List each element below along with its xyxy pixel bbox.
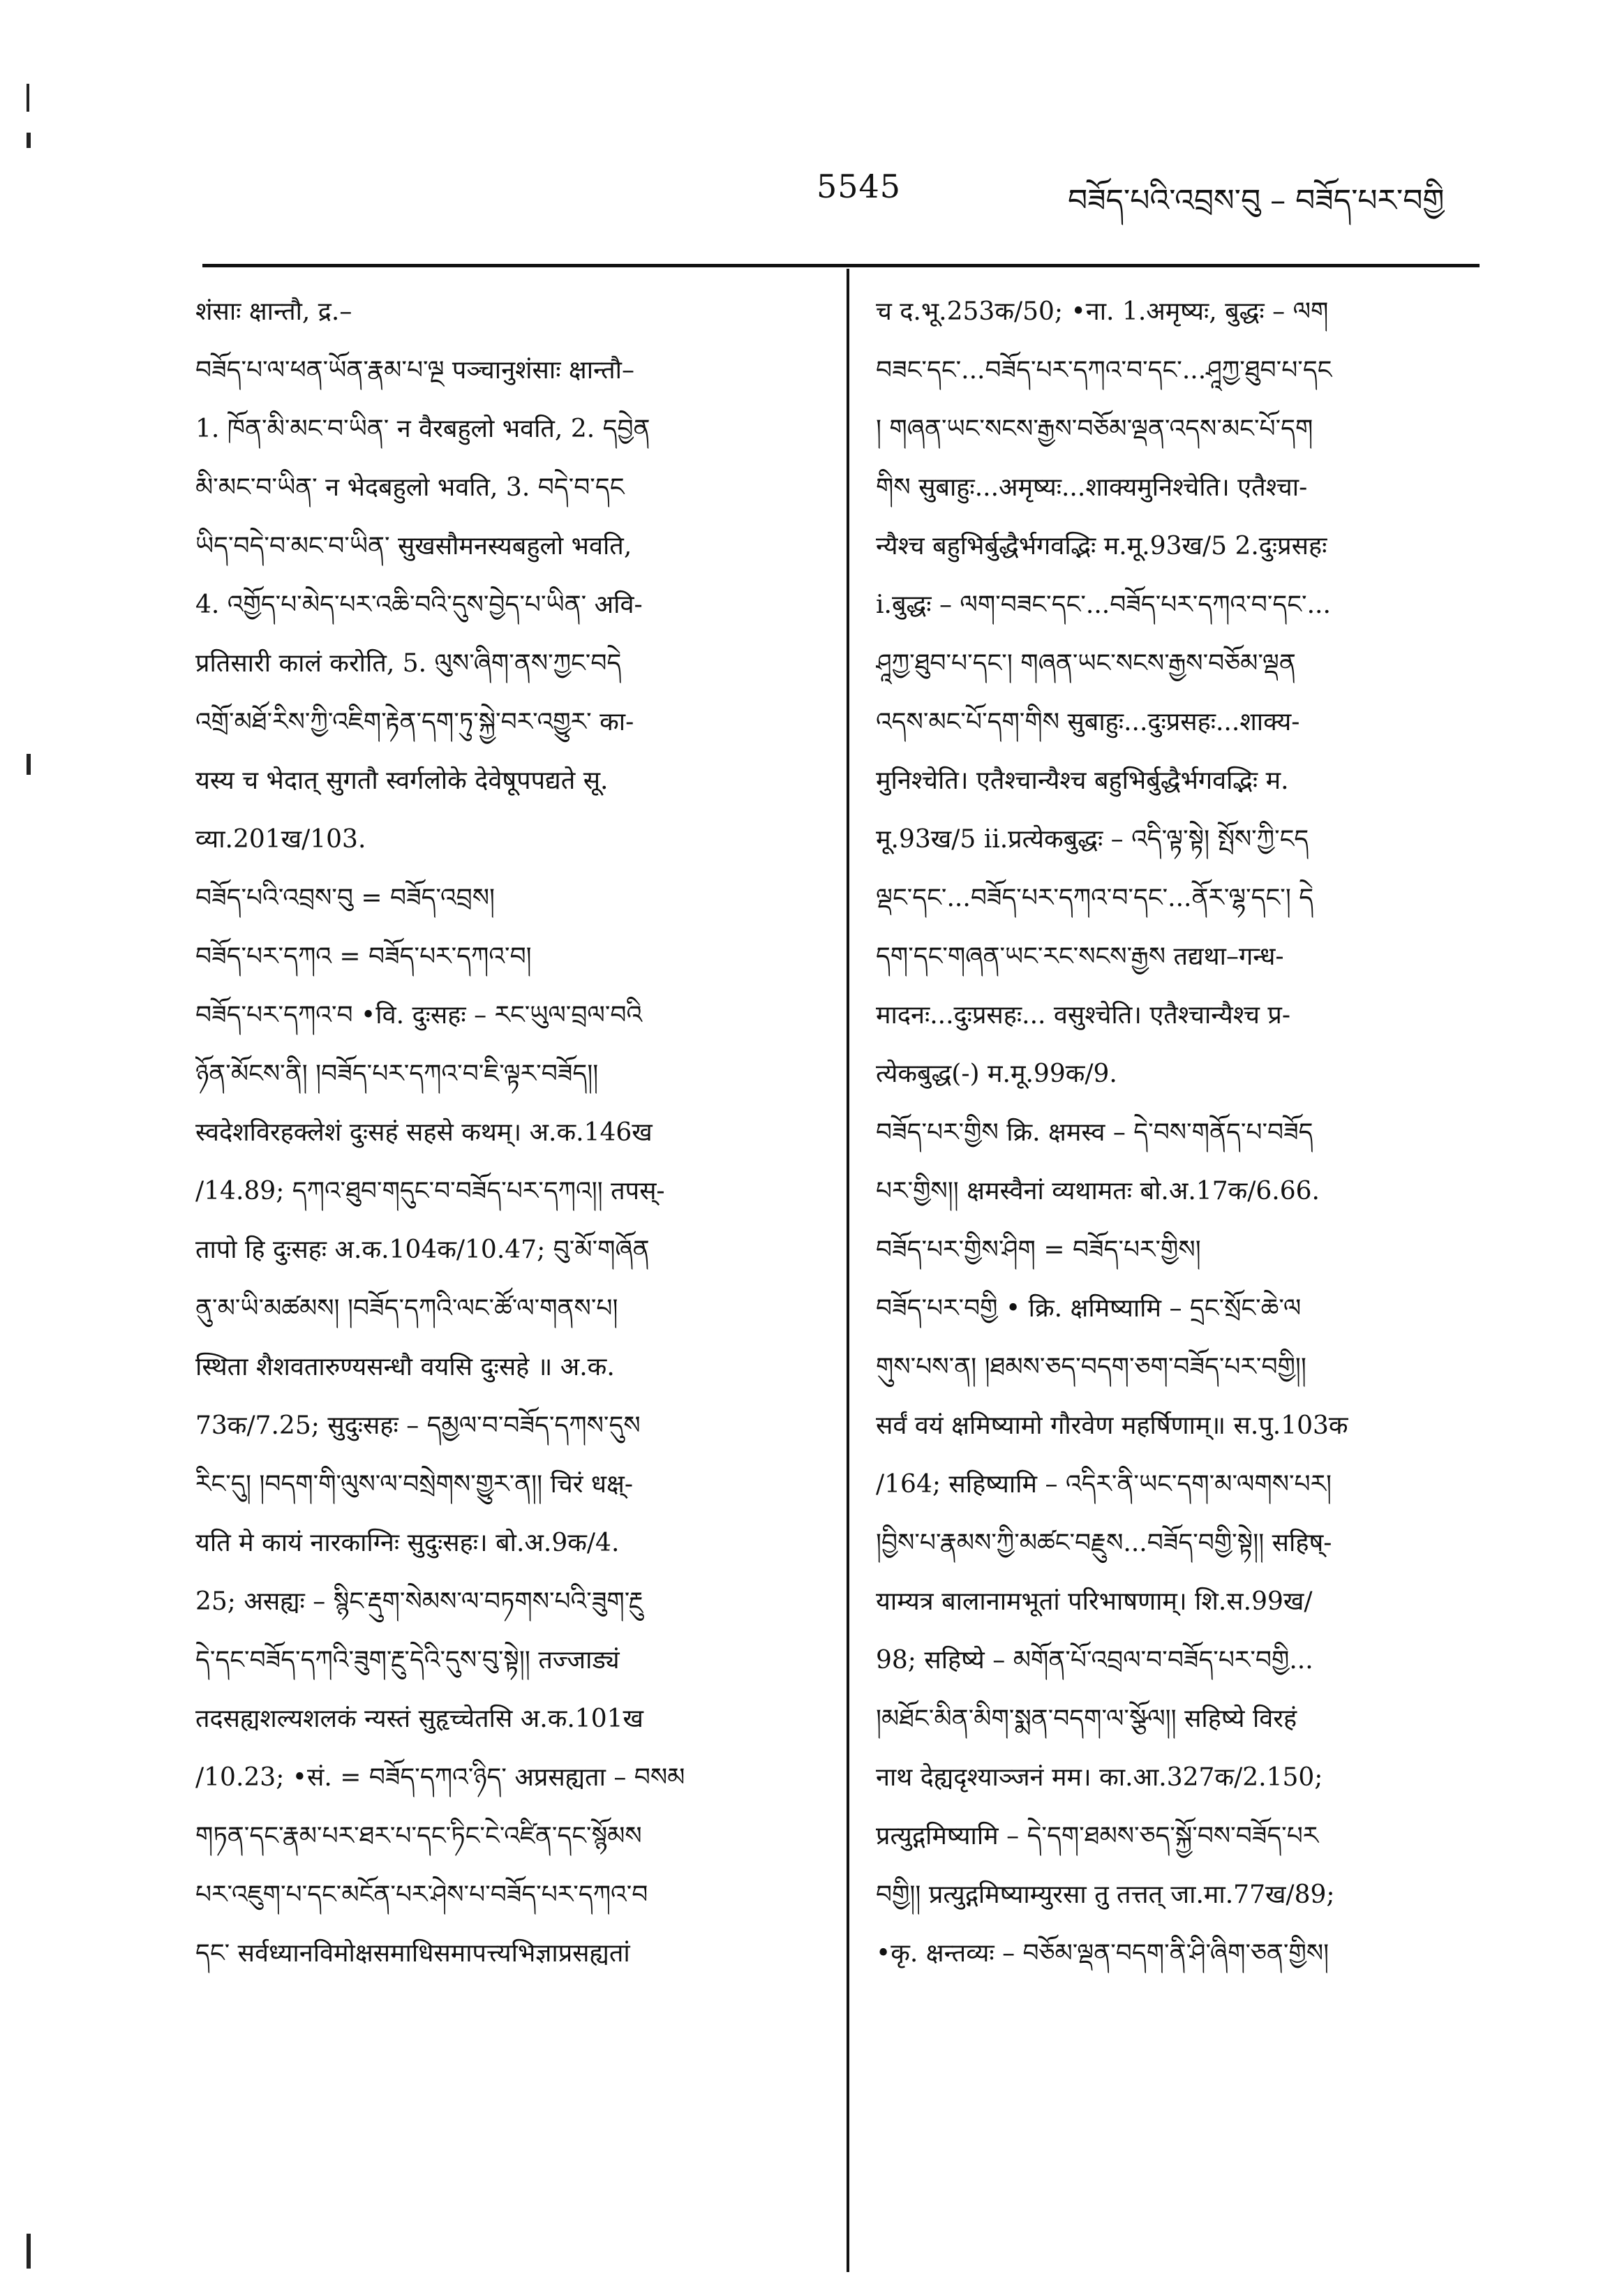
text-line: བཟང་དང་...བཟོད་པར་དཀའ་བ་དང་...ཤཱཀྱ་ཐུབ་པ་དང <box>876 356 1332 385</box>
text-line: པར་གྱིས།། क्षमस्वैनां व्यथामतः बो.अ.17क/6.66. <box>876 1177 1320 1205</box>
running-header: བཟོད་པའི་འབྲས་བུ – བཟོད་པར་བགྱི <box>1068 183 1445 218</box>
scan-margin-mark <box>27 2234 31 2269</box>
text-line: •कृ. क्षन्तव्यः – བཅོམ་ལྡན་བདག་ནི་ཤི་ཞིག་ཅན་གྱིས། <box>876 1939 1329 1968</box>
text-line: དག་དང་གཞན་ཡང་རང་སངས་རྒྱས तद्यथा–गन्ध- <box>876 942 1284 971</box>
text-line: 98; सहिष्ये – མགོན་པོ་འབྲལ་བ་བཟོད་པར་བགྱི... <box>876 1646 1313 1675</box>
text-line: བཟོད་པ་ལ་ཕན་ཡོན་རྣམ་པ་ལྔ पञ्चानुशंसाः क्षान्तौ– <box>195 356 634 385</box>
text-line: तापो हि दुःसहः अ.क.104क/10.47; བུ་མོ་གཞོན <box>195 1235 650 1264</box>
text-line: यस्य च भेदात् सुगतौ स्वर्गलोके देवेषूपपद्यते सू. <box>195 766 609 795</box>
text-line: यति मे कायं नारकाग्निः सुदुःसहः। बो.अ.9क/4. <box>195 1529 620 1557</box>
scan-margin-mark <box>27 84 29 112</box>
text-line: 1. ཁོན་མི་མང་བ་ཡིན་ न वैरबहुलो भवति, 2. དབྱེན <box>195 415 650 443</box>
text-line: ། གཞན་ཡང་སངས་རྒྱས་བཅོམ་ལྡན་འདས་མང་པོ་དག <box>876 415 1313 443</box>
text-line: मुनिश्चेति। एतैश्चान्यैश्च बहुभिर्बुद्धैर्भगवद्भिः म. <box>876 766 1289 795</box>
text-line: གཏན་དང་རྣམ་པར་ཐར་པ་དང་ཏིང་ངེ་འཛིན་དང་སྙོམས <box>195 1822 642 1850</box>
text-line: ཉོན་མོངས་ནི། །བཟོད་པར་དཀའ་བ་ཇི་ལྟར་བཟོད།། <box>195 1060 599 1088</box>
text-line: मादनः...दुःप्रसहः... वसुश्चेति। एतैश्चान्यैश्च प्र- <box>876 1001 1291 1030</box>
text-line: བགྱི།། प्रत्युद्गमिष्याम्युरसा तु तत्तत् जा.मा.77ख/89; <box>876 1880 1335 1909</box>
text-line: नाथ देह्यदृश्याञ्जनं मम। का.आ.327क/2.150; <box>876 1763 1323 1792</box>
text-line: བཟོད་པར་གྱིས་ཤིག = བཟོད་པར་གྱིས། <box>876 1235 1201 1264</box>
text-line: གུས་པས་ན། །ཐམས་ཅད་བདག་ཅག་བཟོད་པར་བགྱི།། <box>876 1353 1306 1381</box>
text-line: व्या.201ख/103. <box>195 825 366 854</box>
text-line: བཟོད་པའི་འབྲས་བུ = བཟོད་འབྲས། <box>195 884 496 912</box>
text-line: ནུ་མ་ཡི་མཚམས། །བཟོད་དཀའི་ལང་ཚོ་ལ་གནས་པ། <box>195 1294 618 1323</box>
text-line: མི་མང་བ་ཡིན་ न भेदबहुलो भवति, 3. བདེ་བ་དང <box>195 473 625 502</box>
text-line: དེ་དང་བཟོད་དཀའི་ཟུག་རྔུ་དེའི་དུས་བུ་སྟེ།། तज्जाड्यं <box>195 1646 620 1675</box>
header-rule <box>202 264 1480 267</box>
text-line: याम्यत्र बालानामभूतां परिभाषणाम्। शि.स.99ख/ <box>876 1587 1313 1616</box>
text-line: ལྡང་དང་...བཟོད་པར་དཀའ་བ་དང་...ནོར་ལྷ་དང་། དེ <box>876 884 1314 912</box>
column-divider <box>847 269 849 2272</box>
text-line: ཤཱཀྱ་ཐུབ་པ་དང་། གཞན་ཡང་སངས་རྒྱས་བཅོམ་ལྡན <box>876 649 1296 678</box>
text-line: ཡིད་བདེ་བ་མང་བ་ཡིན་ सुखसौमनस्यबहुलो भवति, <box>195 532 632 561</box>
text-line: འདས་མང་པོ་དག་གིས सुबाहुः...दुःप्रसहः...शाक्य- <box>876 708 1300 736</box>
text-line: स्थिता शैशवतारुण्यसन्धौ वयसि दुःसहे ॥ अ.क. <box>195 1353 615 1381</box>
text-line: འགྲོ་མཐོ་རིས་ཀྱི་འཇིག་རྟེན་དག་ཏུ་སྐྱེ་བར་འགྱུར་ का- <box>195 708 634 736</box>
text-line: 73क/7.25; सुदुःसहः – དམྱལ་བ་བཟོད་དཀས་དུས <box>195 1411 641 1440</box>
text-line: सर्वं वयं क्षमिष्यामो गौरवेण महर्षिणाम्॥ स.पु.103क <box>876 1411 1348 1440</box>
text-line: དང་ सर्वध्यानविमोक्षसमाधिसमापत्त्यभिज्ञाप्रसह्यतां <box>195 1939 630 1968</box>
text-line: /10.23; •सं. = བཟོད་དཀའ་ཉིད་ अप्रसह्यता – བསམ <box>195 1763 685 1792</box>
text-line: རིང་དུ། །བདག་གི་ལུས་ལ་བསྲེགས་གྱུར་ན།། चिरं धक्ष्- <box>195 1470 634 1499</box>
scan-margin-mark <box>27 133 31 148</box>
text-line: मू.93ख/5 ii.प्रत्येकबुद्धः – འདི་ལྟ་སྟེ། སྤོས་ཀྱི་ངད <box>876 825 1309 854</box>
right-column <box>876 283 1480 1983</box>
text-line: བཟོད་པར་དཀའ = བཟོད་པར་དཀའ་བ། <box>195 942 532 971</box>
text-line: /164; सहिष्यामि – འདིར་ནི་ཡང་དག་མ་ལགས་པར། <box>876 1470 1332 1499</box>
text-line: གིས सुबाहुः...अमृष्यः...शाक्यमुनिश्चेति। एतैश्चा- <box>876 473 1308 502</box>
page-number: 5545 <box>817 168 902 205</box>
text-line: स्वदेशविरहक्लेशं दुःसहं सहसे कथम्। अ.क.146ख <box>195 1118 653 1147</box>
text-line: བཟོད་པར་གྱིས क्रि. क्षमस्व – དེ་བས་གནོད་པ་བཟོད <box>876 1118 1313 1147</box>
text-line: /14.89; དཀའ་ཐུབ་གདུང་བ་བཟོད་པར་དཀའ།། तपस्- <box>195 1177 665 1205</box>
text-line: 4. འགྱོད་པ་མེད་པར་འཆི་བའི་དུས་བྱེད་པ་ཡིན་ अवि- <box>195 591 643 619</box>
text-line: न्यैश्च बहुभिर्बुद्धैर्भगवद्भिः म.मू.93ख/5 2.दुःप्रसहः <box>876 532 1327 561</box>
text-line: च द.भू.253क/50; •ना. 1.अमृष्यः, बुद्धः – ལག <box>876 297 1329 326</box>
text-line: །བྱིས་པ་རྣམས་ཀྱི་མཚང་བརྗུས...བཟོད་བགྱི་སྟེ།། सहिष्- <box>876 1529 1332 1557</box>
text-line: प्रत्युद्गमिष्यामि – དེ་དག་ཐམས་ཅད་སྐྱོ་བས་བཟོད་པར <box>876 1822 1319 1850</box>
text-line: །མཐོང་མིན་མིག་སྨན་བདག་ལ་སྩོལ།། सहिष्ये विरहं <box>876 1705 1297 1733</box>
scan-margin-mark <box>27 754 31 775</box>
text-line: त्येकबुद्ध(-) म.मू.99क/9. <box>876 1060 1117 1088</box>
text-line: བཟོད་པར་བགྱི • क्रि. क्षमिष्यामि – དྲང་སྲོང་ཆེ་ལ <box>876 1294 1302 1323</box>
text-line: तदसह्यशल्यशलकं न्यस्तं सुहृच्चेतसि अ.क.101ख <box>195 1705 643 1733</box>
text-line: བཟོད་པར་དཀའ་བ •वि. दुःसहः – རང་ཡུལ་བྲལ་བའི <box>195 1001 643 1030</box>
left-column <box>195 283 799 1983</box>
text-line: i.बुद्धः – ལག་བཟང་དང་...བཟོད་པར་དཀའ་བ་དང་... <box>876 591 1331 619</box>
text-line: 25; असह्यः – སྙིང་རྡུག་སེམས་ལ་བཏགས་པའི་ཟུག་རྔུ <box>195 1587 643 1616</box>
text-line: शंसाः क्षान्तौ, द्र.– <box>195 297 352 326</box>
text-line: प्रतिसारी कालं करोति, 5. ལུས་ཞིག་ནས་ཀྱང་བདེ <box>195 649 622 678</box>
text-line: པར་འཇུག་པ་དང་མངོན་པར་ཤེས་པ་བཟོད་པར་དཀའ་བ <box>195 1880 648 1909</box>
